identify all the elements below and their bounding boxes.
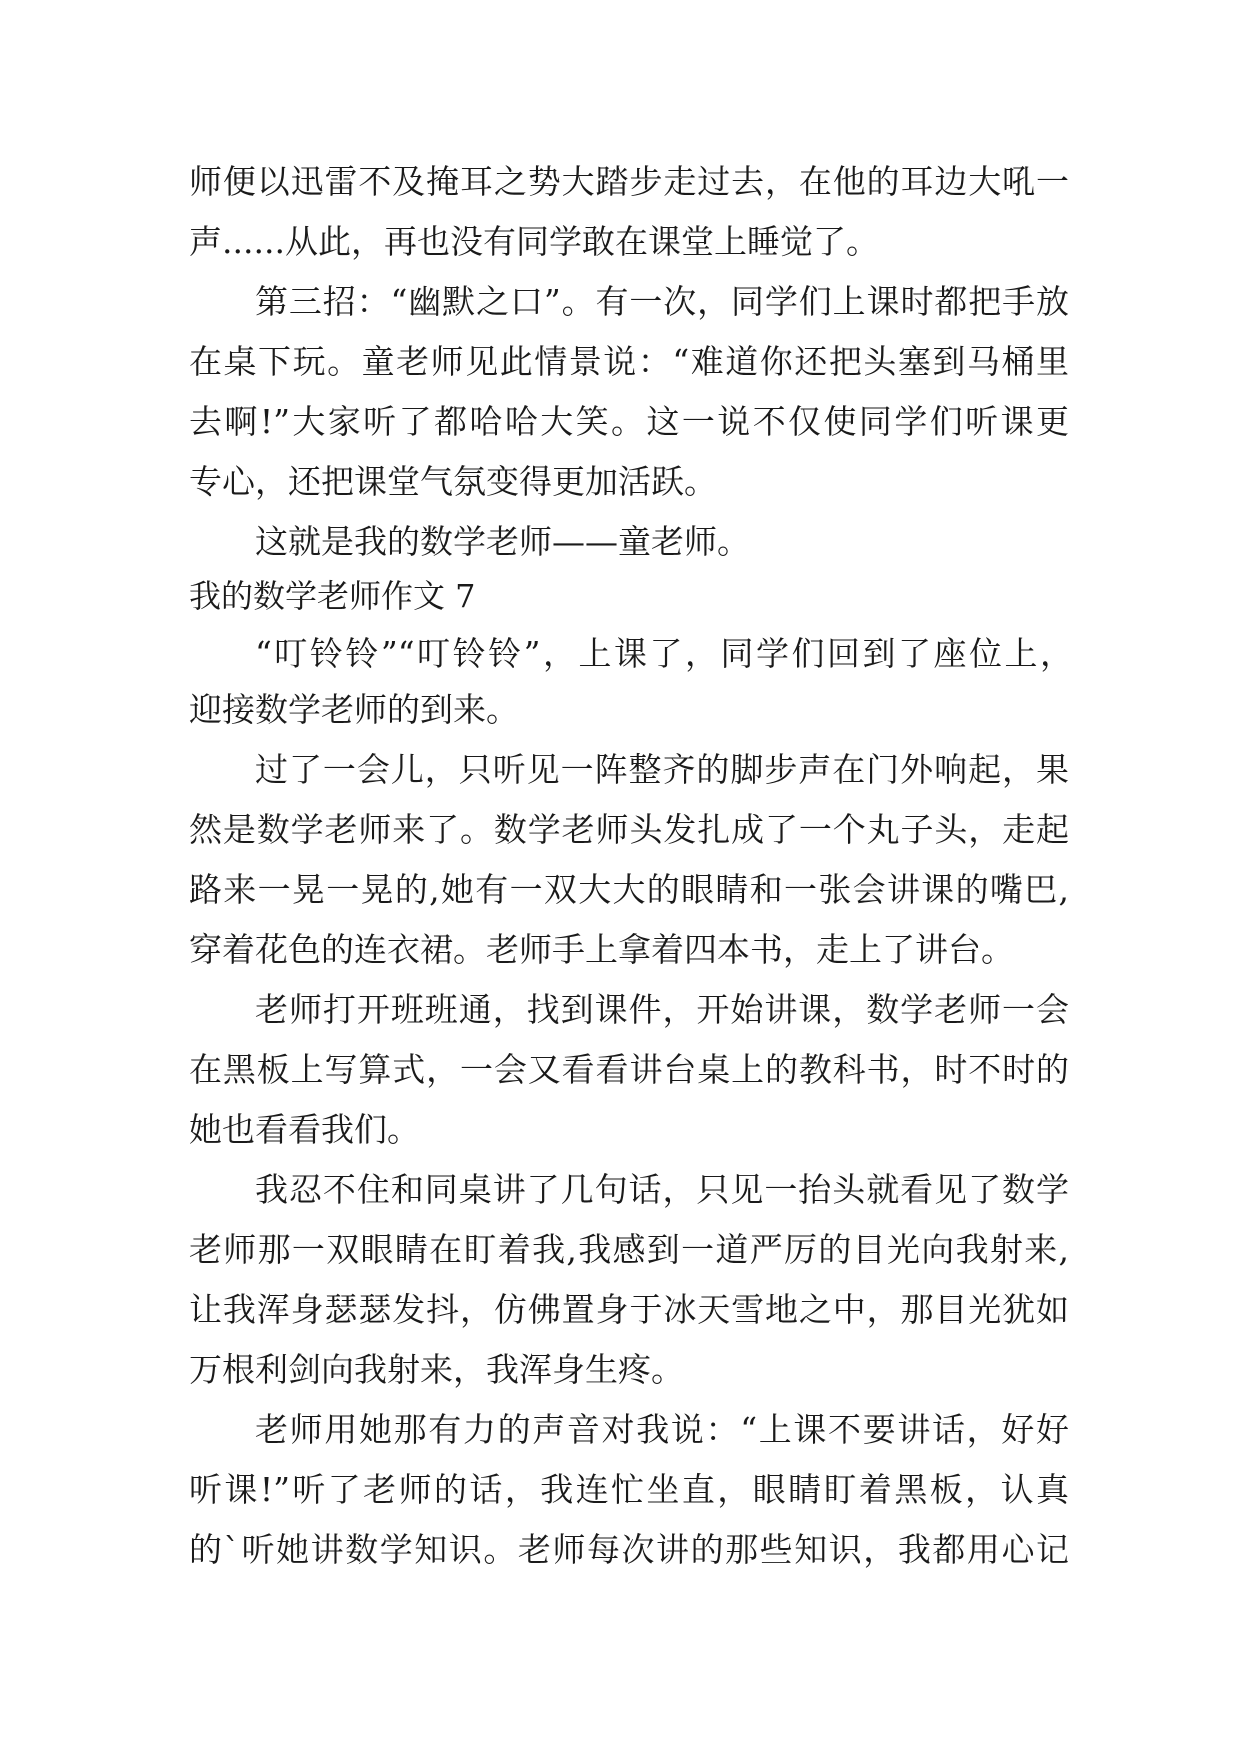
section-heading: 我的数学老师作文 7 <box>189 577 476 615</box>
text-line: 穿着花色的连衣裙。老师手上拿着四本书，走上了讲台。 <box>189 930 1014 969</box>
text-line: 然是数学老师来了。数学老师头发扎成了一个丸子头，走起 <box>189 810 1069 849</box>
text-line: 专心，还把课堂气氛变得更加活跃。 <box>189 462 717 501</box>
text-line: “叮铃铃”“叮铃铃”，上课了，同学们回到了座位上， <box>255 634 1073 673</box>
text-line: 过了一会儿，只听见一阵整齐的脚步声在门外响起，果 <box>255 750 1069 789</box>
text-line: 让我浑身瑟瑟发抖，仿佛置身于冰天雪地之中，那目光犹如 <box>189 1290 1069 1329</box>
text-line: 我忍不住和同桌讲了几句话，只见一抬头就看见了数学 <box>255 1170 1069 1209</box>
text-line: 在桌下玩。童老师见此情景说：“难道你还把头塞到马桶里 <box>189 342 1069 381</box>
text-line: 第三招：“幽默之口”。有一次，同学们上课时都把手放 <box>255 282 1069 321</box>
text-line: 万根利剑向我射来，我浑身生疼。 <box>189 1350 684 1389</box>
text-line: 路来一晃一晃的,她有一双大大的眼睛和一张会讲课的嘴巴, <box>189 870 1069 909</box>
text-line: 这就是我的数学老师——童老师。 <box>255 522 750 561</box>
text-line: 去啊!”大家听了都哈哈大笑。这一说不仅使同学们听课更 <box>189 402 1069 441</box>
text-line: 老师那一双眼睛在盯着我,我感到一道严厉的目光向我射来, <box>189 1230 1069 1269</box>
text-line: 在黑板上写算式，一会又看看讲台桌上的教科书，时不时的 <box>189 1050 1069 1089</box>
text-line: 她也看看我们。 <box>189 1110 420 1149</box>
text-line: 老师用她那有力的声音对我说：“上课不要讲话，好好 <box>255 1410 1069 1449</box>
text-line: 迎接数学老师的到来。 <box>189 690 519 729</box>
text-line: 听课!”听了老师的话，我连忙坐直，眼睛盯着黑板，认真 <box>189 1470 1069 1509</box>
text-line: 师便以迅雷不及掩耳之势大踏步走过去，在他的耳边大吼一 <box>189 162 1069 201</box>
text-line: 声......从此，再也没有同学敢在课堂上睡觉了。 <box>189 222 879 261</box>
text-line: 老师打开班班通，找到课件，开始讲课，数学老师一会 <box>255 990 1069 1029</box>
text-line: 的`听她讲数学知识。老师每次讲的那些知识，我都用心记 <box>189 1530 1069 1569</box>
